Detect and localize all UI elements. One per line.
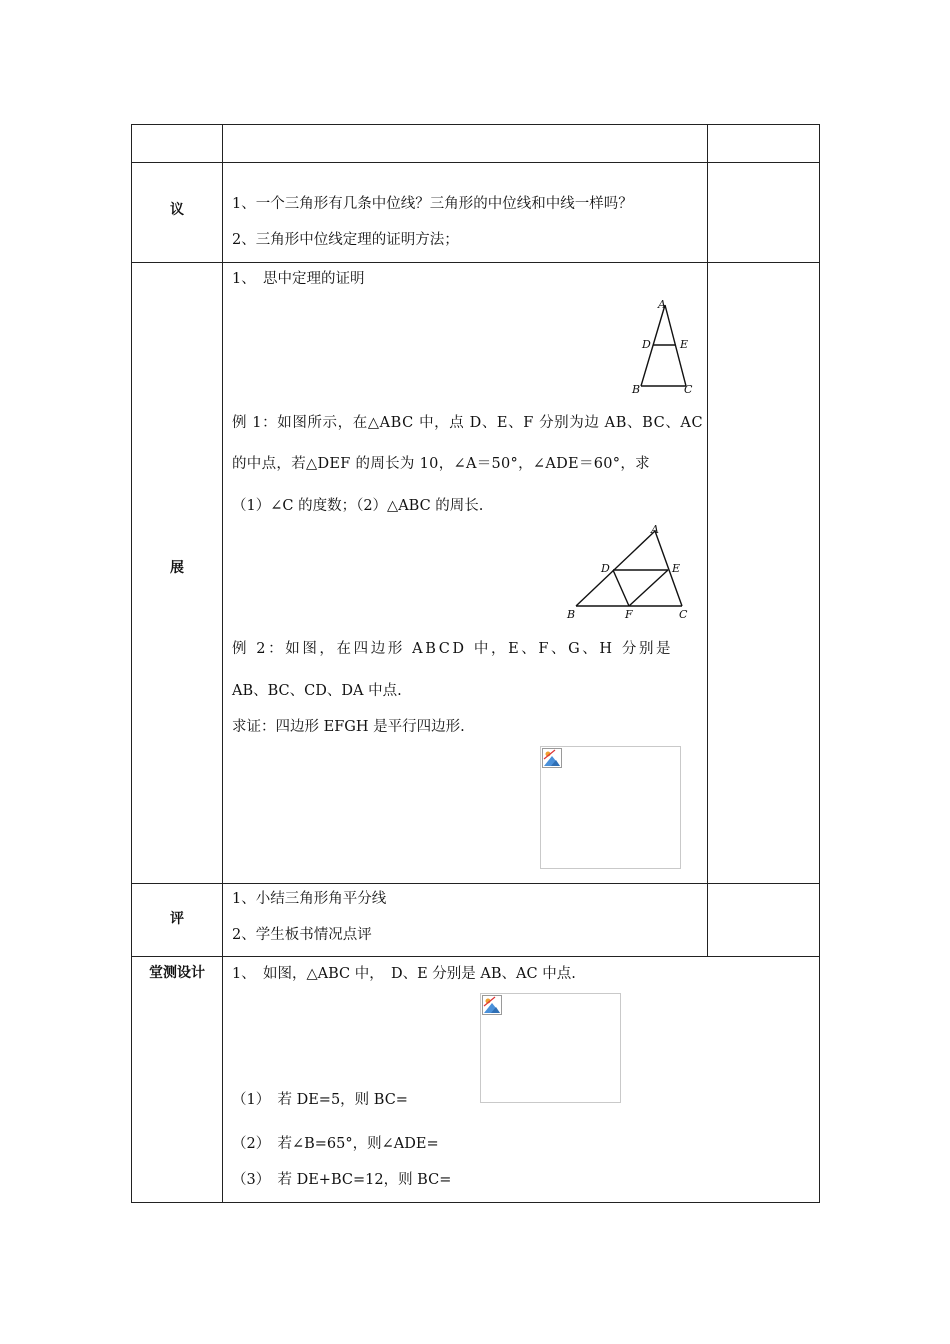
image-placeholder-1 <box>540 746 681 869</box>
review-label: 评 <box>170 911 184 927</box>
fig2-segment-fe <box>629 570 668 606</box>
fig2-label-e: E <box>672 562 681 575</box>
show-note-cell <box>708 263 820 884</box>
example2-line-1: 例 2：如图，在四边形 ABCD 中，E、F、G、H 分别是 <box>232 641 674 657</box>
discuss-content-cell <box>223 163 708 263</box>
table-row-top <box>132 125 820 163</box>
table-row-review <box>132 884 820 957</box>
triangle-figure-2 <box>558 521 698 621</box>
fig2-label-d: D <box>601 562 610 575</box>
test-question-2: （2） 若∠B=65°，则∠ADE= <box>232 1136 439 1152</box>
example1-line-2: 的中点，若△DEF 的周长为 10，∠A＝50°，∠ADE＝60°，求 <box>232 456 650 472</box>
example1-line-3: （1）∠C 的度数；（2）△ABC 的周长. <box>232 498 484 514</box>
example2-line-2: AB、BC、CD、DA 中点. <box>232 683 402 699</box>
broken-image-icon <box>482 995 502 1015</box>
fig2-label-a: A <box>651 523 659 536</box>
table-row-show <box>132 263 820 884</box>
review-note-cell <box>708 884 820 957</box>
test-content-cell <box>223 957 820 1203</box>
show-item-1: 1、 思中定理的证明 <box>232 271 365 287</box>
example1-line-1: 例 1：如图所示，在△ABC 中，点 D、E、F 分别为边 AB、BC、AC <box>232 415 704 431</box>
fig2-label-c: C <box>679 608 688 621</box>
discuss-label: 议 <box>170 202 184 218</box>
table-row-discuss <box>132 163 820 263</box>
fig2-side-ab <box>576 531 655 606</box>
discuss-line-2: 2、三角形中位线定理的证明方法； <box>232 232 459 248</box>
fig2-label-f: F <box>625 608 633 621</box>
fig1-label-c: C <box>684 383 693 396</box>
discuss-note-cell <box>708 163 820 263</box>
broken-image-icon <box>542 748 562 768</box>
fig1-label-a: A <box>658 298 666 311</box>
fig1-label-b: B <box>632 383 641 396</box>
top-label-cell <box>132 125 223 163</box>
test-question-1: （1） 若 DE=5，则 BC= <box>232 1092 408 1108</box>
review-label-cell <box>132 884 223 957</box>
table-row-test <box>132 957 820 1203</box>
show-content-cell <box>223 263 708 884</box>
fig1-label-e: E <box>680 338 689 351</box>
discuss-label-cell <box>132 163 223 263</box>
show-label: 展 <box>170 560 184 576</box>
fig2-label-b: B <box>567 608 576 621</box>
test-question-3: （3） 若 DE+BC=12，则 BC= <box>232 1172 452 1188</box>
example2-line-3: 求证：四边形 EFGH 是平行四边形. <box>232 719 465 735</box>
triangle-figure-1 <box>603 297 703 397</box>
test-label-cell <box>132 957 223 1203</box>
discuss-line-1: 1、一个三角形有几条中位线？三角形的中位线和中线一样吗？ <box>232 196 633 212</box>
fig2-segment-df <box>613 570 629 606</box>
show-label-cell <box>132 263 223 884</box>
review-content-cell <box>223 884 708 957</box>
test-label: 堂测设计 <box>149 965 205 981</box>
lesson-table <box>131 124 820 1203</box>
top-content-cell <box>223 125 708 163</box>
fig1-label-d: D <box>642 338 651 351</box>
top-note-cell <box>708 125 820 163</box>
image-placeholder-2 <box>480 993 621 1103</box>
test-intro: 1、 如图，△ABC 中， D、E 分别是 AB、AC 中点. <box>232 966 576 982</box>
review-line-1: 1、小结三角形角平分线 <box>232 891 387 907</box>
review-line-2: 2、学生板书情况点评 <box>232 927 372 943</box>
